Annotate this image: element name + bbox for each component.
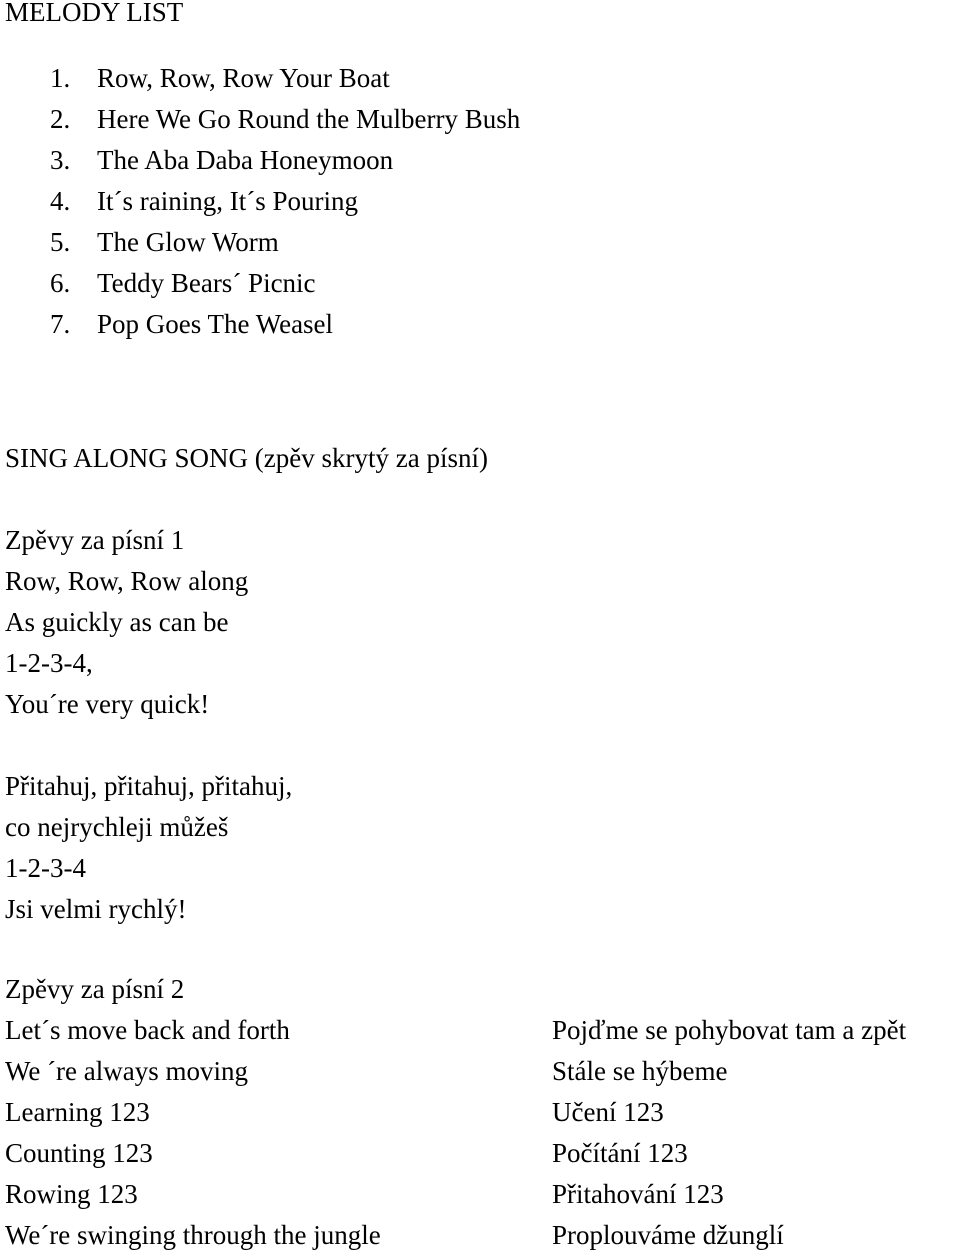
lyric-english: We ´re always moving bbox=[5, 1056, 248, 1086]
lyric-czech: Přitahování 123 bbox=[552, 1179, 724, 1209]
lyric-line: You´re very quick! bbox=[5, 689, 210, 719]
lyric-line: 1-2-3-4 bbox=[5, 853, 86, 883]
song1-title: Zpěvy za písní 1 bbox=[5, 525, 185, 555]
lyric-english: Learning 123 bbox=[5, 1097, 150, 1127]
list-item-title: The Glow Worm bbox=[97, 227, 279, 257]
lyric-english: Counting 123 bbox=[5, 1138, 153, 1168]
lyric-english: We´re swinging through the jungle bbox=[5, 1220, 381, 1250]
lyric-row bbox=[5, 1010, 960, 1051]
lyric-line: Přitahuj, přitahuj, přitahuj, bbox=[5, 771, 293, 801]
song1-czech-block bbox=[5, 766, 292, 930]
list-item-number: 3. bbox=[50, 145, 71, 175]
list-item-title: Here We Go Round the Mulberry Bush bbox=[97, 104, 521, 134]
lyric-english: Rowing 123 bbox=[5, 1179, 138, 1209]
melody-list-heading: MELODY LIST bbox=[5, 0, 184, 27]
lyric-line: Jsi velmi rychlý! bbox=[5, 894, 187, 924]
lyric-row bbox=[5, 1051, 960, 1092]
lyric-row bbox=[5, 1215, 960, 1256]
list-item-number: 6. bbox=[50, 268, 71, 298]
list-item-title: Row, Row, Row Your Boat bbox=[97, 63, 390, 93]
lyric-row bbox=[5, 1174, 960, 1215]
lyric-row bbox=[5, 1092, 960, 1133]
list-item-number: 1. bbox=[50, 63, 71, 93]
list-item-title: The Aba Daba Honeymoon bbox=[97, 145, 394, 175]
lyric-czech: Počítání 123 bbox=[552, 1138, 688, 1168]
sing-along-heading: SING ALONG SONG (zpěv skrytý za písní) bbox=[5, 443, 488, 473]
lyric-line: co nejrychleji můžeš bbox=[5, 812, 229, 842]
song2-lyrics bbox=[5, 1010, 960, 1256]
lyric-czech: Proplouváme džunglí bbox=[552, 1220, 784, 1250]
list-item-title: Teddy Bears´ Picnic bbox=[97, 268, 316, 298]
lyric-line: 1-2-3-4, bbox=[5, 648, 93, 678]
song2-title: Zpěvy za písní 2 bbox=[5, 974, 185, 1004]
lyric-english: Let´s move back and forth bbox=[5, 1015, 290, 1045]
list-item-title: It´s raining, It´s Pouring bbox=[97, 186, 358, 216]
list-item-number: 4. bbox=[50, 186, 71, 216]
list-item-number: 2. bbox=[50, 104, 71, 134]
lyric-line: Row, Row, Row along bbox=[5, 566, 249, 596]
lyric-line: As guickly as can be bbox=[5, 607, 229, 637]
lyric-row bbox=[5, 1133, 960, 1174]
lyric-czech: Učení 123 bbox=[552, 1097, 664, 1127]
lyric-czech: Pojďme se pohybovat tam a zpět bbox=[552, 1015, 907, 1045]
lyric-czech: Stále se hýbeme bbox=[552, 1056, 728, 1086]
list-item-number: 5. bbox=[50, 227, 71, 257]
list-item-number: 7. bbox=[50, 309, 71, 339]
song1-english-block bbox=[5, 520, 248, 725]
list-item-title: Pop Goes The Weasel bbox=[97, 309, 334, 339]
